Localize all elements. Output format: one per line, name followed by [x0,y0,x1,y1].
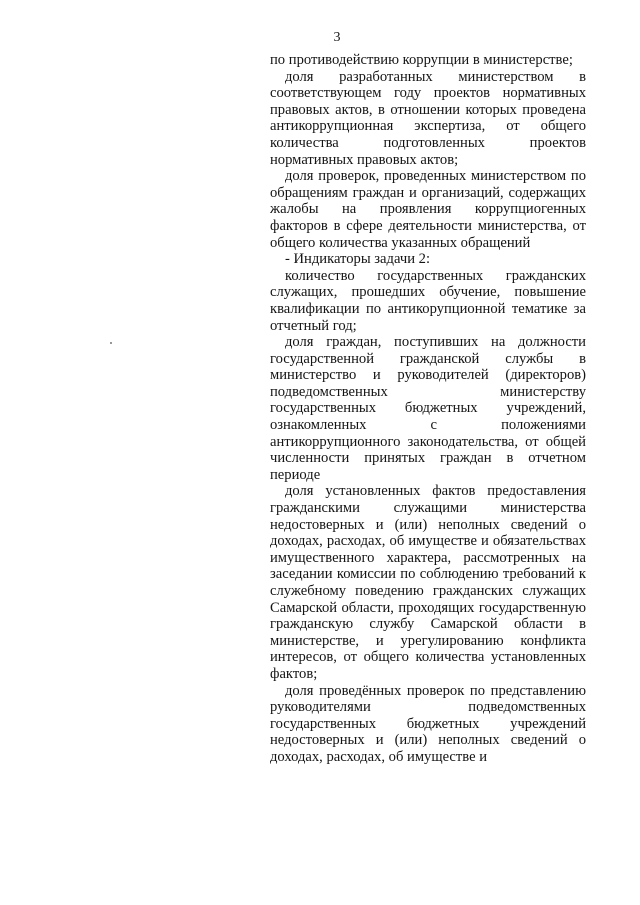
paragraph-acquainted-citizens: доля граждан, поступивших на должности государственной гражданской службы в министерство и руководителей (директоров) подведомственных министерству государственных бюджетных учреждений, ознакомленных с положениями антикоррупционного законодательства, от общей численности принятых граждан в отчетном периоде [270,334,586,483]
body-text-column [270,52,586,766]
paragraph-continuation: по противодействию коррупции в министерстве; [270,52,573,68]
paragraph-task2-heading: - Индикаторы задачи 2: [285,251,431,268]
paragraph-trained-servants: количество государственных гражданских служащих, прошедших обучение, повышение квалификации по антикорупционной тематике за отчетный год; [270,267,586,334]
paragraph-draft-acts-share: доля разработанных министерством в соответствующем году проектов нормативных правовых актов, в отношении которых проведена антикоррупционная экспертиза, от общего количества подготовленных проектов нормативных правовых актов; [270,68,586,168]
page-number: 3 [333,30,341,45]
paragraph-false-information-facts: доля установленных фактов предоставления гражданскими служащими министерства недостоверных и (или) неполных сведений о доходах, расходах, об имуществе и обязательствах имущественного характера, рассмотренных на заседании комиссии по соблюдению требований к служебному поведению гражданских служащих Самарской области, проходящих государственную гражданскую службу Самарской области в министерстве, и урегулированию конфликта интересов, от общего количества установленных фактов; [270,483,586,682]
paragraph-inspections-share: доля проверок, проведенных министерством по обращениям граждан и организаций, содержащих жалобы на проявления коррупциогенных факторов в сфере деятельности министерства, от общего количества указанных обращений [270,168,586,251]
scan-speck [110,342,112,344]
paragraph-heads-inspections: доля проведённых проверок по представлению руководителями подведомственных государственных бюджетных учреждений недостоверных и (или) неполных сведений о доходах, расходах, об имуществе и [270,682,586,765]
